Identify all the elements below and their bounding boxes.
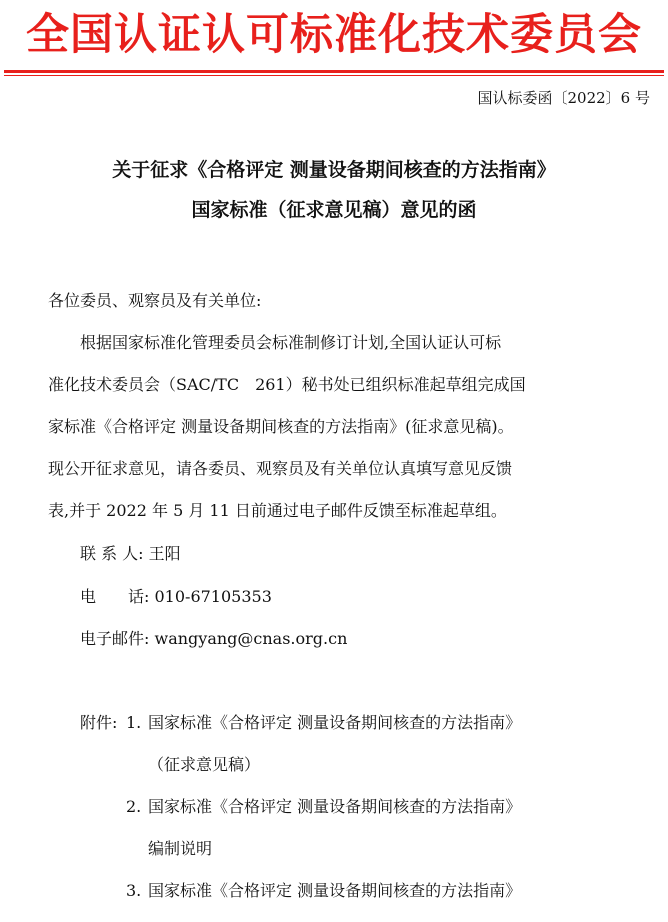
contact-email-value: wangyang@cnas.org.cn — [154, 629, 348, 648]
contact-person-value: 王阳 — [148, 544, 181, 563]
attachment-2-line-1: 国家标准《合格评定 测量设备期间核查的方法指南》 — [148, 797, 522, 816]
document-number: 国认标委函〔2022〕6 号 — [477, 89, 650, 107]
contact-phone-row — [80, 584, 272, 610]
contact-phone-value: 010-67105353 — [154, 587, 272, 606]
attachment-2-number: 2. — [126, 797, 142, 816]
attachment-3-line-1: 国家标准《合格评定 测量设备期间核查的方法指南》 — [148, 881, 522, 900]
attachments-label: 附件: — [80, 713, 118, 732]
org-masthead: 全国认证认可标准化技术委员会 — [26, 10, 642, 60]
contact-email-row — [80, 626, 347, 652]
contact-email-label: 电子邮件: — [80, 629, 150, 648]
paragraph-line: 根据国家标准化管理委员会标准制修订计划,全国认证认可标 — [80, 333, 502, 352]
letter-title-line-2: 国家标准（征求意见稿）意见的函 — [191, 199, 477, 221]
contact-person-row — [80, 541, 181, 567]
contact-person-label: 联 系 人: — [80, 544, 144, 563]
letter-title-line-1: 关于征求《合格评定 测量设备期间核查的方法指南》 — [112, 159, 556, 181]
paragraph-line: 家标准《合格评定 测量设备期间核查的方法指南》(征求意见稿)。 — [48, 417, 514, 436]
header-rule-thick — [4, 70, 664, 73]
paragraph-line: 准化技术委员会（SAC/TC 261）秘书处已组织标准起草组完成国 — [48, 375, 526, 394]
attachment-3-number: 3. — [126, 881, 142, 900]
salutation: 各位委员、观察员及有关单位: — [48, 291, 262, 310]
contact-phone-label: 电 话: — [80, 587, 150, 606]
attachment-1-line-1: 国家标准《合格评定 测量设备期间核查的方法指南》 — [148, 713, 522, 732]
attachment-1-number: 1. — [126, 713, 142, 732]
paragraph-line: 表,并于 2022 年 5 月 11 日前通过电子邮件反馈至标准起草组。 — [48, 501, 507, 520]
attachment-1-line-2: （征求意见稿） — [148, 755, 261, 774]
paragraph-line: 现公开征求意见，请各委员、观察员及有关单位认真填写意见反馈 — [48, 459, 513, 478]
attachment-2-line-2: 编制说明 — [148, 839, 213, 858]
header-rule-thin — [4, 75, 664, 76]
